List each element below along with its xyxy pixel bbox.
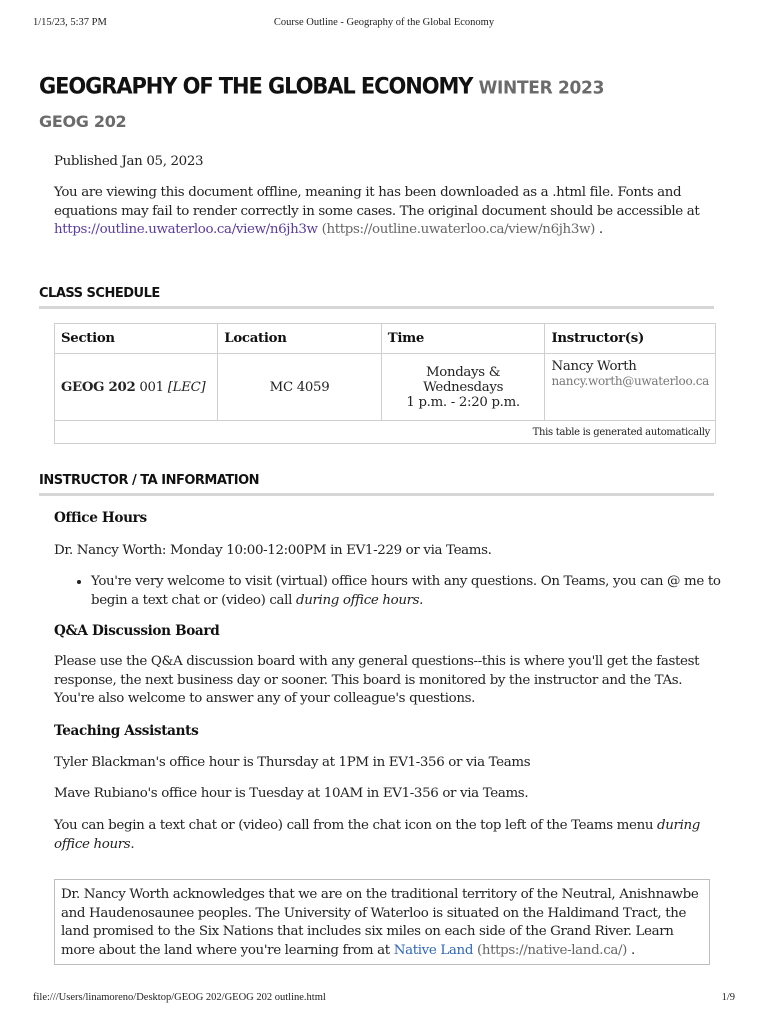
qa-heading: Q&A Discussion Board <box>54 623 220 639</box>
teams-chat-text <box>54 817 726 854</box>
qa-text: Please use the Q&A discussion board with any general questions--this is where you'll get the fastest response, the next business day or sooner. This board is monitored by the instructor and the TAs. You're also welcome to answer any of your colleague's questions. <box>54 654 700 707</box>
ta-2-text: Mave Rubiano's office hour is Tuesday at 10AM in EV1-356 or via Teams. <box>54 786 529 801</box>
cell-instructor <box>545 354 716 421</box>
course-title <box>39 73 604 98</box>
class-schedule-heading: CLASS SCHEDULE <box>39 286 160 301</box>
class-schedule-divider <box>39 306 714 309</box>
native-land-url: (https://native-land.ca/) <box>476 942 628 958</box>
offline-notice-period: . <box>598 222 603 238</box>
ta-heading: Teaching Assistants <box>54 723 199 739</box>
instructor-name: Nancy Worth <box>551 359 637 374</box>
instructor-info-heading: INSTRUCTOR / TA INFORMATION <box>39 473 260 488</box>
office-hours-heading: Office Hours <box>54 510 147 526</box>
course-title-text: GEOGRAPHY OF THE GLOBAL ECONOMY <box>39 73 473 99</box>
published-date: Published Jan 05, 2023 <box>54 154 204 169</box>
land-acknowledgement-period: . <box>630 942 635 958</box>
table-row <box>55 354 716 421</box>
class-schedule-table <box>54 323 716 444</box>
instructor-info-divider <box>39 493 714 496</box>
list-item <box>91 573 741 610</box>
class-days: Mondays & Wednesdays <box>423 364 504 395</box>
table-footnote-row <box>55 421 716 444</box>
teams-chat-emphasis: during office hours <box>54 818 701 852</box>
outline-link-url: (https://outline.uwaterloo.ca/view/n6jh3w) <box>321 222 595 238</box>
land-acknowledgement-text: Dr. Nancy Worth acknowledges that we are on the traditional territory of the Neutral, Anishnawbe and Haudenosaunee peoples. The University of Waterloo is situated on the Haldimand Tract, the land promised to the Six Nations that includes six miles on each side of the Grand River. Learn more about the land where you're learning from at <box>61 887 699 958</box>
offline-notice-text: You are viewing this document offline, meaning it has been downloaded as a .html file. Fonts and equations may fail to render correctly in some cases. The original document should be accessible at <box>54 185 700 219</box>
cell-time <box>381 354 545 421</box>
course-code: GEOG 202 <box>39 112 127 131</box>
cell-section <box>55 354 218 421</box>
teams-chat-period: . <box>130 836 135 852</box>
ta-1-text: Tyler Blackman's office hour is Thursday at 1PM in EV1-356 or via Teams <box>54 755 531 770</box>
table-footnote: This table is generated automatically <box>55 421 716 444</box>
class-hours: 1 p.m. - 2:20 p.m. <box>406 394 520 410</box>
column-header-instructor: Instructor(s) <box>545 324 716 354</box>
bullet-text: You're very welcome to visit (virtual) office hours with any questions. On Teams, you can @ me to begin a text chat or (video) call <box>91 574 721 608</box>
component-label: [LEC] <box>167 379 206 395</box>
outline-link[interactable]: https://outline.uwaterloo.ca/view/n6jh3w <box>54 222 318 238</box>
section-number: 001 <box>139 379 164 395</box>
print-page-number: 1/9 <box>721 992 735 1003</box>
offline-notice <box>54 184 726 240</box>
course-term: WINTER 2023 <box>478 77 605 99</box>
course-label: GEOG 202 <box>61 379 136 395</box>
print-file-path: file:///Users/linamoreno/Desktop/GEOG 202/GEOG 202 outline.html <box>33 992 326 1003</box>
column-header-section: Section <box>55 324 218 354</box>
land-acknowledgement <box>54 879 710 965</box>
cell-location: MC 4059 <box>218 354 381 421</box>
print-timestamp: 1/15/23, 5:37 PM <box>33 17 107 28</box>
column-header-time: Time <box>381 324 545 354</box>
table-header-row <box>55 324 716 354</box>
print-page-title: Course Outline - Geography of the Global Economy <box>273 17 495 28</box>
teams-chat-body: You can begin a text chat or (video) call from the chat icon on the top left of the Teams menu <box>54 818 654 833</box>
native-land-link[interactable]: Native Land <box>393 942 474 958</box>
instructor-email[interactable]: nancy.worth@uwaterloo.ca <box>551 374 709 388</box>
bullet-emphasis: during office hours. <box>295 592 424 608</box>
office-hours-list <box>54 573 741 610</box>
office-hours-text: Dr. Nancy Worth: Monday 10:00-12:00PM in EV1-229 or via Teams. <box>54 543 492 558</box>
column-header-location: Location <box>218 324 381 354</box>
